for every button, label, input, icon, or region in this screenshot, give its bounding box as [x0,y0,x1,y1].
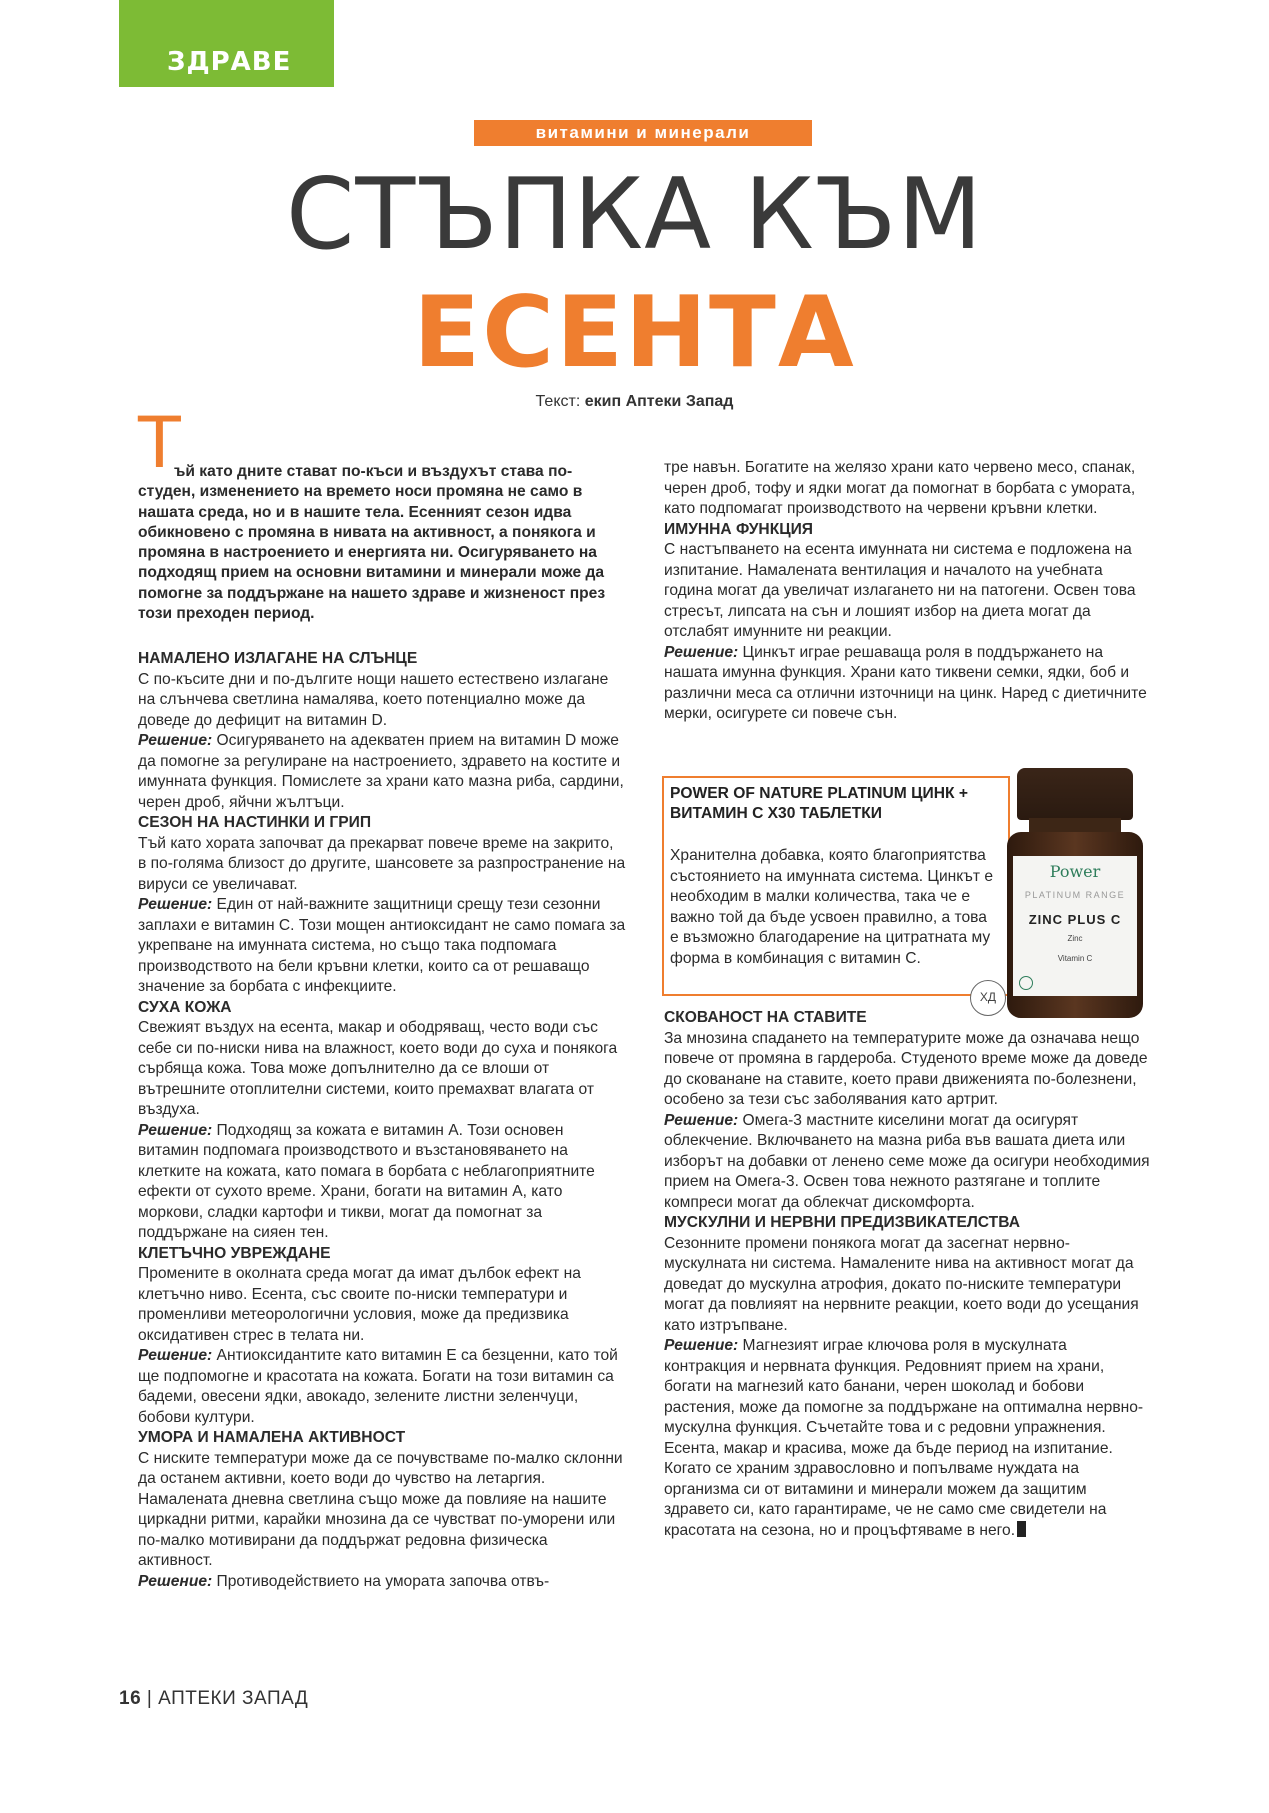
page-number: 16 [119,1688,142,1709]
right-column-lower [664,1008,1152,1541]
page-footer [119,1688,308,1710]
title-line-2: ЕСЕНТА [413,276,856,390]
bottle-range: PLATINUM RANGE [1024,890,1126,900]
section-tag-label: ЗДРАВЕ [167,47,292,77]
right-column [664,458,1152,725]
xa-badge: ХД [970,980,1006,1016]
product-title: POWER OF NATURE PLATINUM ЦИНК + ВИТАМИН С Х30 ТАБЛЕТКИ [670,785,968,822]
solution-fatigue: Решение: Противодействието на умората започва отвъ- [138,1572,550,1590]
bottle-product-name: ZINC PLUS C [1028,912,1122,927]
heading-dry-skin: СУХА КОЖА [138,998,232,1016]
paragraph-immune: С настъпването на есента имунната ни система е подложена на изпитание. Намалената вентилация и началото на учебната година могат да увеличат излагането ни на патогени. Освен това стресът, липсата на сън и лошият избор на диета могат да отслабят имунните ни реакции. [664,541,1136,640]
kicker-label: витамини и минерали [474,120,812,146]
heading-cell-damage: КЛЕТЪЧНО УВРЕЖДАНЕ [138,1244,331,1262]
heading-joints: СКОВАНОСТ НА СТАВИТЕ [664,1009,867,1026]
paragraph-sun: С по-късите дни и по-дългите нощи нашето естествено излагане на слънчева светлина намалява, което потенциално може да доведе до дефицит на витамин D. [138,670,609,729]
bottle-line-zinc: Zinc [1067,934,1083,943]
paragraph-cell-damage: Промените в околната среда могат да имат дълбок ефект на клетъчно ниво. Есента, със своите по-ниски температури и променливи метеорологични условия, може да предизвика оксидативен стрес в телата ни. [138,1265,581,1344]
left-column [138,402,626,1592]
byline [0,393,1269,411]
paragraph-muscle-nerve: Сезонните промени понякога могат да засегнат нервно-мускулната ни система. Намалените нива на активност могат да доведат до мускулна атрофия, докато по-ниските температури могат да повлияят на нервните реакции, което води до усещания като изтръпване. [664,1234,1139,1334]
paragraph-fatigue: С ниските температури може да се почувстваме по-малко склонни да останем активни, което води до чувство на летаргия. Намалената дневна светлина също може да повлияе на нашите циркадни ритми, карайки мнозина да се чувстват по-уморени или по-малко мотивирани да поддържат редовна физическа активност. [138,1449,623,1570]
bottle-line-vitamin-c: Vitamin C [1057,954,1093,963]
paragraph-fatigue-cont: тре навън. Богатите на желязо храни като червено месо, спанак, черен дроб, тофу и ядки могат да помогнат в борбата с умората, като подпомагат производството на червени кръвни клетки. [664,459,1136,517]
heading-muscle-nerve: МУСКУЛНИ И НЕРВНИ ПРЕДИЗВИКАТЕЛСТВА [664,1214,1020,1231]
paragraph-dry-skin: Свежият въздух на есента, макар и ободряващ, често води със себе си по-ниски нива на влажност, което води до суха и понякога сърбяща кожа. Това може допълнително да се влоши от вътрешните отоплителни системи, които премахват влагата от въздуха. [138,1019,618,1119]
paragraph-conclusion: Есента, макар и красива, може да бъде период на изпитание. Когато се храним здравословно и попълваме нуждата на организма си от витамини и минерали можем да защитим здравето си, като гарантираме, че не само сме свидетели на красотата на сезона, но и процъфтяваме в него. [664,1439,1113,1539]
heading-immune: ИМУННА ФУНКЦИЯ [664,520,814,538]
magazine-name: АПТЕКИ ЗАПАД [158,1688,309,1709]
product-box [662,776,1010,996]
product-bottle-image [1007,768,1143,1018]
paragraph-joints: За мнозина спадането на температурите може да означава нещо повече от промяна в гардероба. Студеното време може да доведе до скованане на ставите, което прави движенията по-болезнени, особено за тези със заболявания като артрит. [664,1029,1148,1108]
paragraph-cold: Тъй като хората започват да прекарват повече време на закрито, в по-голяма близост до другите, шансовете за разпространение на вируси се увеличават. [138,834,626,893]
solution-immune: Решение: Цинкът играе решаваща роля в поддържането на нашата имунна функция. Храни като тиквени семки, ядки, боб и различни меса са отлични източници на цинк. Наред с диетичните мерки, осигурете си повече сън. [664,643,1147,722]
solution-sun: Решение: Осигуряването на адекватен прием на витамин D може да помогне за регулиране на настроението, здравето на костите и имунната функция. Помислете за храни като мазна риба, сардини, черен дроб, яйчни жълтъци. [138,732,624,811]
solution-joints: Решение: Омега-3 мастните киселини могат да осигурят облекчение. Включването на мазна риба във вашата диета или изборът на добавки от ленено семе може да осигури необходимия прием на Омега-3. Освен това нежното разтягане и топлите компреси могат да облекчат дискомфорта. [664,1111,1150,1211]
end-mark-icon [1017,1521,1026,1537]
heading-cold: СЕЗОН НА НАСТИНКИ И ГРИП [138,814,372,832]
footer-separator: | [141,1688,159,1709]
bottle-brand: Power [1049,862,1101,881]
byline-label: Текст: [535,393,585,410]
section-tag [119,0,334,87]
product-description: Хранителна добавка, която благоприятства състоянието на имунната система. Цинкът е необходим в малки количества, така че е важно той да бъде усвоен правилно, а това е възможно благодарение на цитратната му форма в комбинация с витамин С. [670,847,993,967]
intro-paragraph: ъй като дните стават по-къси и въздухът става по-студен, изменението на времето носи промяна не само в нашата среда, но и в нашите тела. Есенният сезон идва обикновено с промяна в нивата на активност, а понякога и промяна в настроението и енергията ни. Осигуряването на подходящ прием на основни витамини и минерали може да помогне за поддържане на нашето здраве и жизненост през този преходен период. [138,463,606,623]
title-line-1: СТЪПКА КЪМ [285,158,984,272]
vegan-leaf-icon [1019,976,1033,990]
heading-sun: НАМАЛЕНО ИЗЛАГАНЕ НА СЛЪНЦЕ [138,650,418,668]
solution-muscle-nerve: Решение: Магнезият играе ключова роля в мускулната контракция и нервната функция. Редовният прием на храни, богати на магнезий като банани, черен шоколад и бобови растения, може да помогне за поддържане на оптимална нервно-мускулна функция. Съчетайте това и с редовни упражнения. [664,1337,1144,1436]
solution-dry-skin: Решение: Подходящ за кожата е витамин А. Този основен витамин подпомага производството и възстановяването на клетките на кожата, като помага в борбата с неблагоприятните ефекти от сухото време. Храни, богати на витамин А, като моркови, сладки картофи и тикви, могат да помогнат за поддържане на сияен тен. [138,1121,595,1242]
heading-fatigue: УМОРА И НАМАЛЕНА АКТИВНОСТ [138,1429,406,1447]
byline-author: екип Аптеки Запад [584,393,734,410]
drop-cap: Т [138,402,181,484]
solution-cell-damage: Решение: Антиоксидантите като витамин Е са безценни, като той ще подпомогне и красотата на кожата. Богати на този витамин са бадеми, овесени ядки, авокадо, зелените листни зеленчуци, бобови култури. [138,1347,618,1426]
solution-cold: Решение: Един от най-важните защитници срещу тези сезонни заплахи е витамин С. Този мощен антиоксидант не само помага за укрепване на имунната система, но също така подпомага производството на бели кръвни клетки, които са от решаващо значение за борбата с инфекциите. [138,896,626,996]
